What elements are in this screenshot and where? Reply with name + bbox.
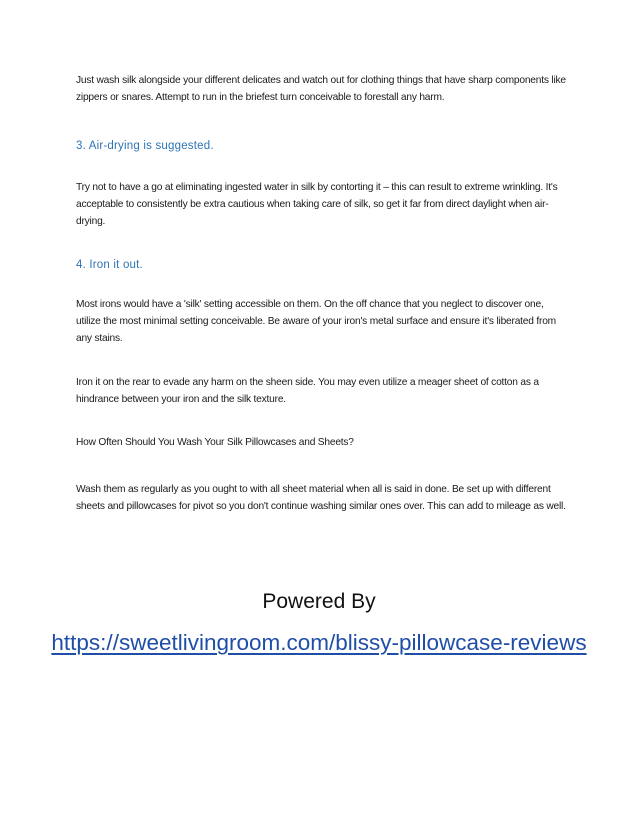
powered-by-label: Powered By	[262, 590, 376, 613]
paragraph-wash-regularly: Wash them as regularly as you ought to with all sheet material when all is said in done. Be set up with different sheets and pillowcases for pivot so you don't continue washing similar ones over. This can add to mileage as well.	[76, 484, 566, 512]
source-link[interactable]: https://sweetlivingroom.com/blissy-pillowcase-reviews	[51, 630, 587, 655]
question-how-often: How Often Should You Wash Your Silk Pillowcases and Sheets?	[76, 437, 354, 448]
paragraph-air-drying: Try not to have a go at eliminating ingested water in silk by contorting it – this can result to extreme wrinkling. It's acceptable to consistently be extra cautious when taking care of silk, so get it far from direct daylight when air-drying.	[76, 182, 558, 227]
paragraph-iron-rear: Iron it on the rear to evade any harm on the sheen side. You may even utilize a meager sheet of cotton as a hindrance between your iron and the silk texture.	[76, 377, 539, 405]
paragraph-iron-settings: Most irons would have a 'silk' setting accessible on them. On the off chance that you neglect to discover one, utilize the most minimal setting conceivable. Be aware of your iron's metal surface and ensure it's liberated from any stains.	[76, 299, 556, 344]
heading-iron-it-out: 4. Iron it out.	[76, 259, 143, 271]
paragraph-wash-delicates: Just wash silk alongside your different delicates and watch out for clothing things that have sharp components like zippers or snares. Attempt to run in the briefest turn conceivable to forestall any harm.	[76, 75, 566, 103]
heading-air-drying: 3. Air-drying is suggested.	[76, 140, 214, 152]
